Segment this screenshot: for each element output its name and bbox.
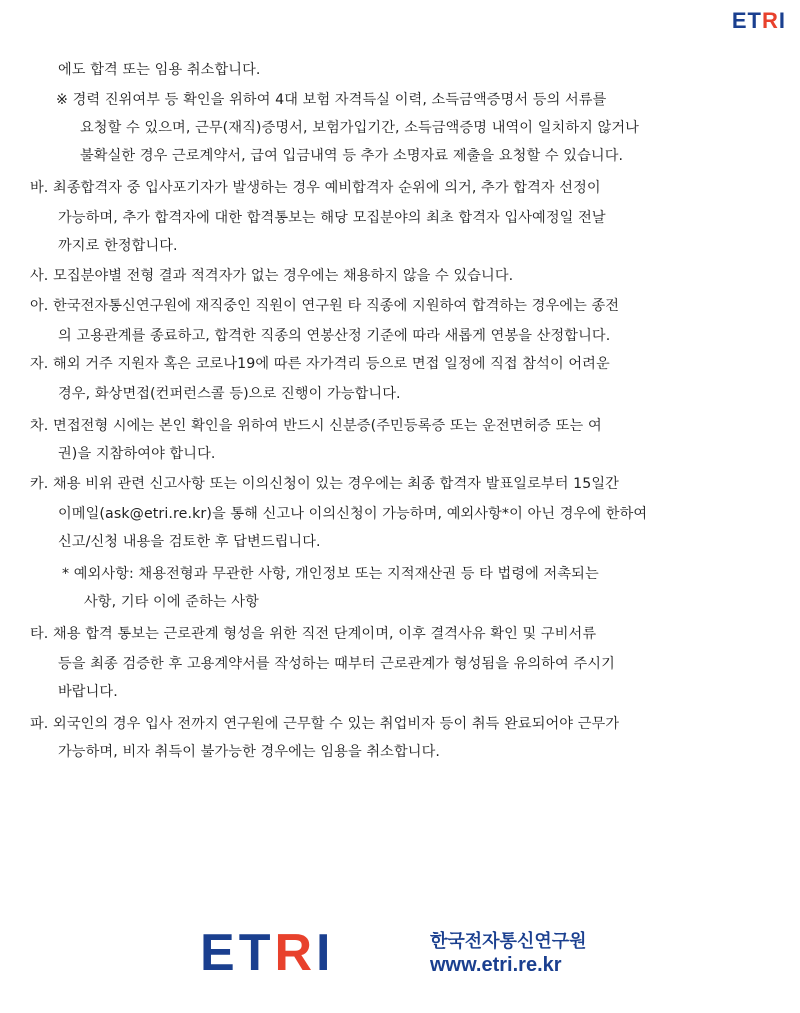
text-line: 차. 면접전형 시에는 본인 확인을 위하여 반드시 신분증(주민등록증 또는 운전면허증 또는 여	[30, 418, 602, 434]
text-line: 권)을 지참하여야 합니다.	[58, 446, 216, 462]
text-line: 카. 채용 비위 관련 신고사항 또는 이의신청이 있는 경우에는 최종 합격자 발표일로부터 15일간	[30, 476, 619, 492]
logo-letter-e: E	[731, 8, 748, 33]
logo-letter-r: R	[274, 924, 317, 982]
text-line: 자. 해외 거주 지원자 혹은 코로나19에 따른 자가격리 등으로 면접 일정에 직접 참석이 어려운	[30, 356, 610, 372]
text-line: 바. 최종합격자 중 입사포기자가 발생하는 경우 예비합격자 순위에 의거, 추가 합격자 선정이	[30, 180, 601, 196]
etri-logo-large	[200, 924, 335, 982]
text-line: 에도 합격 또는 임용 취소합니다.	[58, 62, 261, 78]
text-line: ※ 경력 진위여부 등 확인을 위하여 4대 보험 자격득실 이력, 소득금액증명서 등의 서류를	[56, 92, 607, 108]
logo-letter-e: E	[200, 924, 239, 982]
text-line: 등을 최종 검증한 후 고용계약서를 작성하는 때부터 근로관계가 형성됨을 유의하여 주시기	[58, 656, 615, 672]
text-line: 이메일(ask@etri.re.kr)을 통해 신고나 이의신청이 가능하며, 예외사항*이 아닌 경우에 한하여	[58, 506, 648, 522]
text-line: 의 고용관계를 종료하고, 합격한 직종의 연봉산정 기준에 따라 새롭게 연봉을 산정합니다.	[58, 328, 611, 344]
text-line: 신고/신청 내용을 검토한 후 답변드립니다.	[58, 534, 321, 550]
text-line: 사. 모집분야별 전형 결과 적격자가 없는 경우에는 채용하지 않을 수 있습니다.	[30, 268, 514, 284]
website-url: www.etri.re.kr	[430, 954, 562, 976]
logo-letter-i: I	[778, 8, 786, 33]
text-line: 불확실한 경우 근로계약서, 급여 입금내역 등 추가 소명자료 제출을 요청할 수 있습니다.	[80, 148, 624, 164]
text-line: 사항, 기타 이에 준하는 사항	[84, 594, 259, 610]
text-line: 까지로 한정합니다.	[58, 238, 178, 254]
footer-info	[430, 931, 587, 977]
logo-letter-i: I	[316, 924, 335, 982]
text-line: 아. 한국전자통신연구원에 재직중인 직원이 연구원 타 직종에 지원하여 합격하는 경우에는 종전	[30, 298, 620, 314]
text-line: 요청할 수 있으며, 근무(재직)증명서, 보험가입기간, 소득금액증명 내역이 일치하지 않거나	[80, 120, 639, 136]
header-logo	[732, 10, 786, 32]
text-line: 경우, 화상면접(컨퍼런스콜 등)으로 진행이 가능합니다.	[58, 386, 401, 402]
text-line: * 예외사항: 채용전형과 무관한 사항, 개인정보 또는 지적재산권 등 타 법령에 저촉되는	[62, 566, 599, 582]
text-line: 파. 외국인의 경우 입사 전까지 연구원에 근무할 수 있는 취업비자 등이 취득 완료되어야 근무가	[30, 716, 620, 732]
text-line: 가능하며, 추가 합격자에 대한 합격통보는 해당 모집분야의 최초 합격자 입사예정일 전날	[58, 210, 606, 226]
logo-letter-r: R	[761, 8, 779, 33]
logo-letter-t: T	[238, 924, 275, 982]
org-name: 한국전자통신연구원	[430, 931, 587, 952]
logo-letter-t: T	[747, 8, 762, 33]
text-line: 바랍니다.	[58, 684, 118, 700]
text-line: 타. 채용 합격 통보는 근로관계 형성을 위한 직전 단계이며, 이후 결격사유 확인 및 구비서류	[30, 626, 597, 642]
text-line: 가능하며, 비자 취득이 불가능한 경우에는 임용을 취소합니다.	[58, 744, 441, 760]
footer-logo	[0, 924, 800, 982]
